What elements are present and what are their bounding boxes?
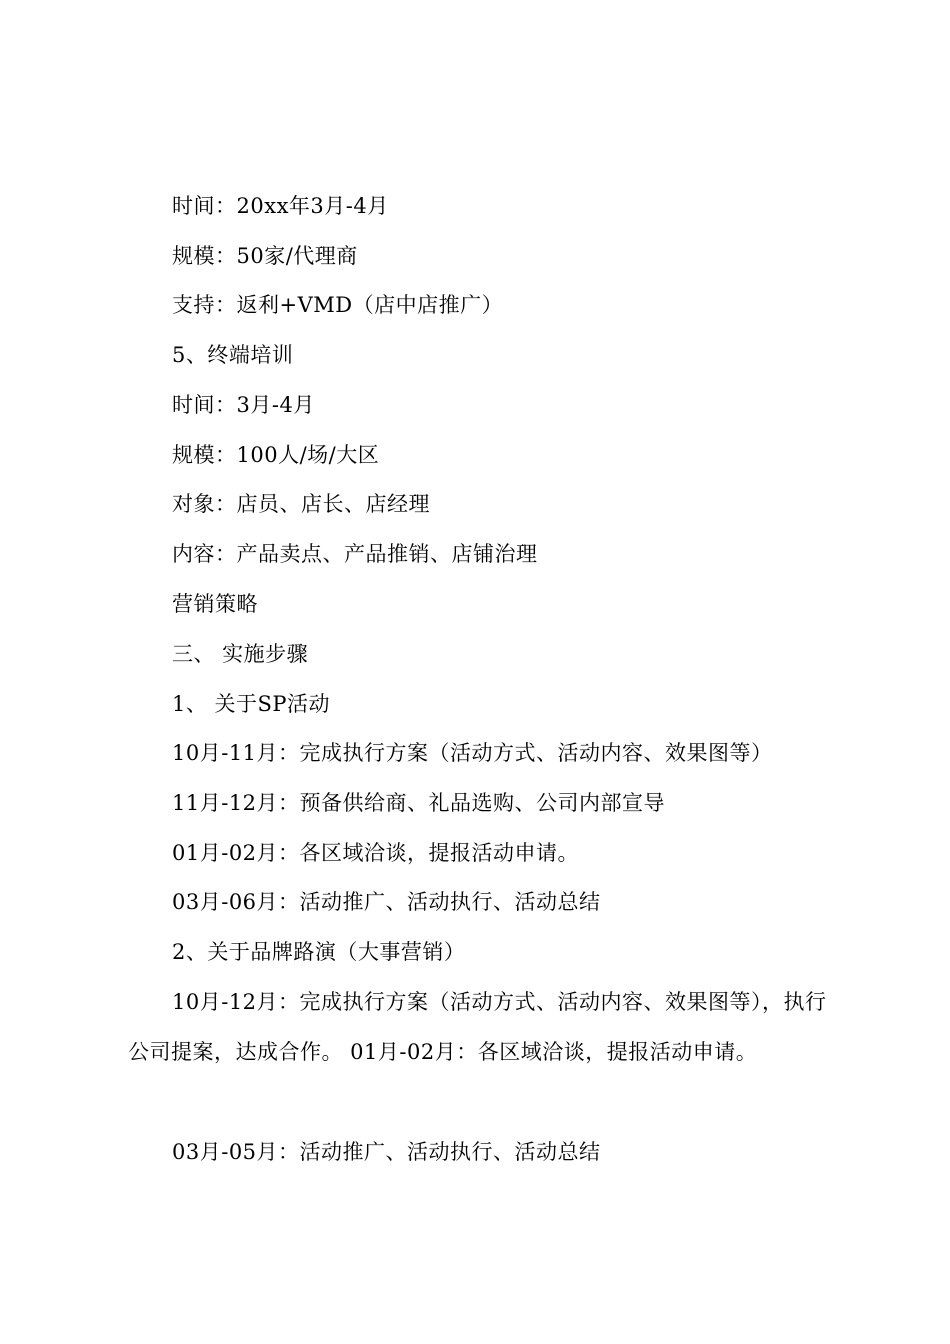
text-line: 03月-06月：活动推广、活动执行、活动总结 [172,890,601,914]
text-line: 内容：产品卖点、产品推销、店铺治理 [172,542,538,566]
text-line: 支持：返利+VMD（店中店推广） [172,293,504,317]
text-line: 时间：3月-4月 [172,393,315,417]
section-heading: 5、终端培训 [172,343,294,367]
section-heading: 营销策略 [172,592,258,616]
section-heading: 三、 实施步骤 [172,642,309,666]
paragraph: 10月-12月：完成执行方案（活动方式、活动内容、效果图等），执行公司提案，达成合作。 01月-02月：各区域洽谈，提报活动申请。 [128,990,827,1064]
text-line: 规模：100人/场/大区 [172,443,380,467]
text-line: 01月-02月：各区域洽谈，提报活动申请。 [172,841,580,865]
text-line: 时间：20xx年3月-4月 [172,194,389,218]
text-line: 对象：店员、店长、店经理 [172,492,430,516]
text-line: 规模：50家/代理商 [172,244,358,268]
section-heading: 2、关于品牌路演（大事营销） [172,940,466,964]
text-line: 03月-05月：活动推广、活动执行、活动总结 [172,1140,601,1164]
text-line: 11月-12月：预备供给商、礼品选购、公司内部宣导 [172,791,666,815]
text-line: 10月-11月：完成执行方案（活动方式、活动内容、效果图等） [172,741,773,765]
section-heading: 1、 关于SP活动 [172,692,331,716]
